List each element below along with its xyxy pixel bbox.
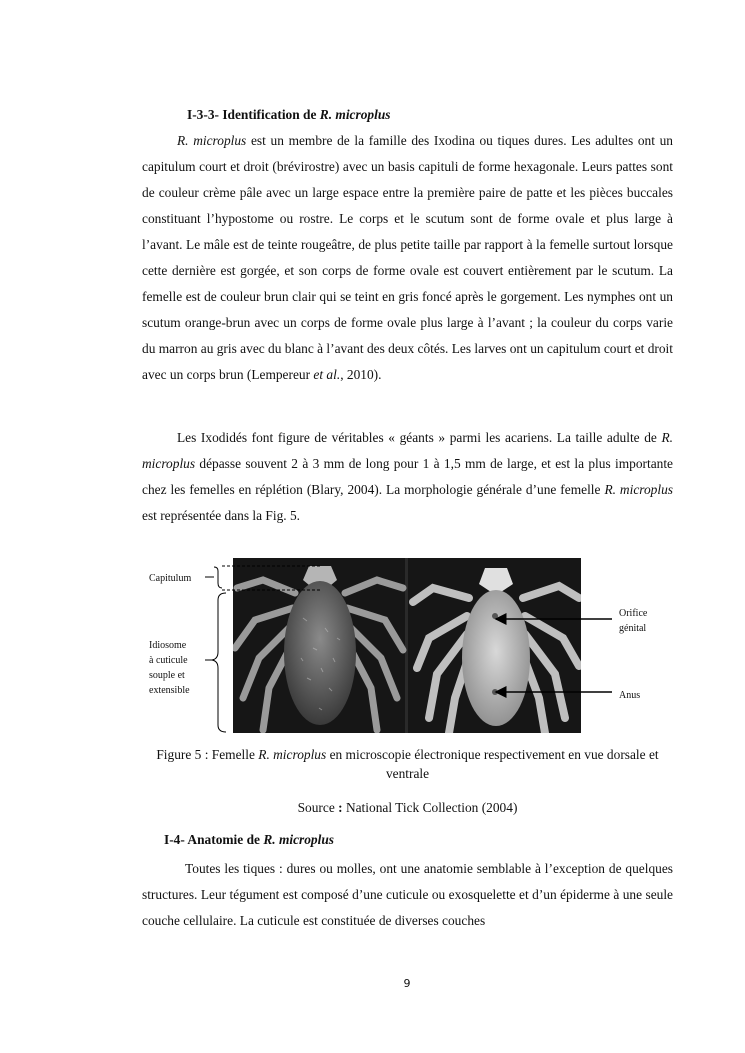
figure-source — [150, 800, 665, 816]
idiosome-bracket — [212, 593, 226, 732]
et-al: et al. — [313, 367, 341, 382]
paragraph-text-1: Les Ixodidés font figure de véritables « géants » parmi les acariens. La taille adulte de — [177, 430, 662, 445]
heading-number: I-4- Anatomie de — [164, 832, 264, 847]
source-colon: : — [338, 800, 343, 815]
species-name-1: R. microplus — [142, 430, 673, 471]
paragraph-text: Toutes les tiques : dures ou molles, ont une anatomie semblable à l’exception de quelques structures. Leur tégument est composé d’une cuticule ou exosquelette et d’un épiderme à une seule couche cellulaire. La cuticule est constituée de diverses couches — [142, 861, 673, 928]
label-idiosome-line: souple et — [149, 670, 185, 681]
paragraph-anatomie — [142, 856, 673, 934]
heading-species: R. microplus — [319, 107, 391, 122]
section-heading-anatomie — [164, 832, 334, 848]
heading-species: R. microplus — [263, 832, 334, 847]
page-number: 9 — [403, 977, 411, 990]
caption-species: R. microplus — [258, 747, 327, 762]
paragraph-text-3: est représentée dans la Fig. 5. — [142, 508, 301, 523]
paragraph-text: est un membre de la famille des Ixodina ou tiques dures. Les adultes ont un capitulum court et droit (brévirostre) avec un basis capituli de forme hexagonale. Leurs pattes sont de couleur crème pâle avec un large espace entre la première paire de patte et les pièces buccales constituant l’hypostome ou rostre. Le corps et le scutum sont de forme ovale et plus large à l’avant. Le mâle est de teinte rougeâtre, de plus petite taille par rapport à la femelle surtout lorsque cette dernière est gorgée, et son corps de forme ovale est couvert entièrement par le scutum. La femelle est de couleur brun clair qui se teint en gris foncé après le gorgement. Les nymphes ont un scutum orange-brun avec un corps de forme ovale plus large à l’avant ; la couleur du corps varie du marron au gris avec du blanc à l’avant des deux côtés. Les larves ont un capitulum court et droit avec un corps brun (Lempereur — [142, 133, 673, 382]
label-anus: Anus — [619, 690, 641, 701]
label-orifice-line: Orifice — [619, 608, 648, 619]
species-name-2: R. microplus — [604, 482, 673, 497]
species-name: R. microplus — [177, 133, 247, 148]
label-orifice-line: génital — [619, 623, 647, 634]
citation-end: , 2010). — [340, 367, 382, 382]
figure-caption — [150, 745, 665, 783]
paragraph-text-2: dépasse souvent 2 à 3 mm de long pour 1 à 1,5 mm de large, et est la plus importante chez les femelles en réplétion (Blary, 2004). La morphologie générale d’une femelle — [142, 456, 673, 497]
label-idiosome-line: extensible — [149, 685, 190, 696]
capitulum-bracket — [205, 567, 222, 588]
label-idiosome-line: Idiosome — [149, 640, 187, 651]
caption-text-start: Figure 5 : Femelle — [156, 747, 259, 762]
heading-number: I-3-3- Identification de — [187, 107, 320, 122]
caption-text-end: en microscopie électronique respectivement en vue dorsale et ventrale — [326, 747, 659, 781]
source-label: Source — [297, 800, 339, 815]
source-text: National Tick Collection (2004) — [342, 800, 518, 815]
label-idiosome-line: à cuticule — [149, 655, 188, 666]
label-capitulum: Capitulum — [149, 573, 192, 584]
